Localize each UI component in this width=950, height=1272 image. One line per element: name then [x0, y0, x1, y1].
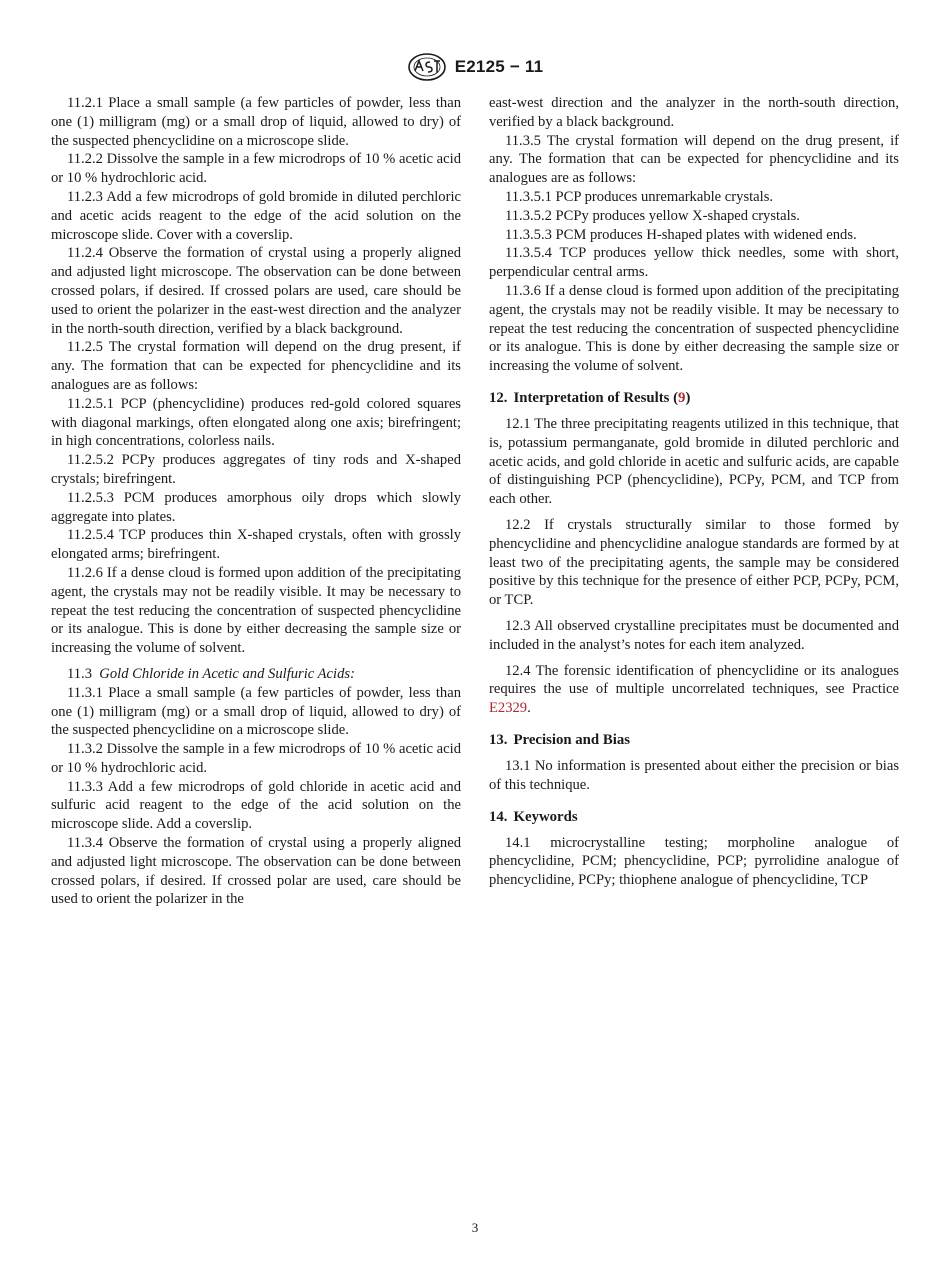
paragraph-11-2-3: 11.2.3 Add a few microdrops of gold bromide in diluted perchloric and acetic acids reagent to the edge of the acid solution on the microscope slide. Cover with a coverslip. [51, 188, 461, 243]
paragraph-11-2-2: 11.2.2 Dissolve the sample in a few microdrops of 10 % acetic acid or 10 % hydrochloric acid. [51, 151, 461, 187]
right-column [489, 94, 899, 890]
paragraph-11-2-5-1: 11.2.5.1 PCP (phencyclidine) produces red-gold colored squares with diagonal markings, often elongated along one axis; birefringent; in high concentrations, colorless nails. [51, 395, 461, 450]
paragraph-11-3-2: 11.3.2 Dissolve the sample in a few microdrops of 10 % acetic acid or 10 % hydrochloric acid. [51, 741, 461, 776]
paragraph-11-2-5-2: 11.2.5.2 PCPy produces aggregates of tiny rods and X-shaped crystals; birefringent. [51, 452, 461, 487]
paragraph-11-2-1: 11.2.1 Place a small sample (a few particles of powder, less than one (1) milligram (mg) or a small drop of liquid, allowed to dry) of the suspected phencyclidine on a microscope slide. [51, 95, 461, 149]
section-14-title: Keywords [513, 808, 578, 825]
paragraph-12-4 [489, 662, 899, 718]
paragraph-11-3-5: 11.3.5 The crystal formation will depend on the drug present, if any. The formation that can be expected for phencyclidine and its analogues are as follows: [489, 132, 899, 187]
page-header [0, 52, 950, 82]
paragraph-11-3-1: 11.3.1 Place a small sample (a few particles of powder, less than one (1) milligram (mg) or a small drop of liquid, allowed to dry) of the suspected phencyclidine on a microscope slide. [51, 684, 461, 739]
paragraph-11-2-4: 11.2.4 Observe the formation of crystal using a properly aligned and adjusted light microscope. The observation can be done between crossed polars, if desired. If crossed polars are used, care should be used to orient the polarizer in the east-west direction and the analyzer in the north-south direction, verified by a black background. [51, 245, 461, 337]
paragraph-11-3-4-start: 11.3.4 Observe the formation of crystal using a properly aligned and adjusted light microscope. The observation can be done between crossed polars, if desired. If crossed polar are used, care should be used to orient the polarizer in the [51, 835, 461, 908]
paragraph-11-3-5-3: 11.3.5.3 PCM produces H-shaped plates with widened ends. [505, 226, 857, 243]
paragraph-13-1: 13.1 No information is presented about either the precision or bias of this technique. [489, 757, 899, 793]
paragraph-11-3-4-end: east-west direction and the analyzer in the north-south direction, verified by a black background. [489, 95, 899, 130]
paragraph-11-2-5: 11.2.5 The crystal formation will depend on the drug present, if any. The formation that can be expected for phencyclidine and its analogues are as follows: [51, 339, 461, 393]
section-12-title: Interpretation of Results ( [513, 389, 679, 406]
paragraph-12-2: 12.2 If crystals structurally similar to those formed by phencyclidine and phencyclidine analogue standards are formed by at least two of the precipitating agents, the sample may be considered positive by this technique for the presence of either PCP, PCPy, PCM, or TCP. [489, 516, 899, 609]
paragraph-11-2-6: 11.2.6 If a dense cloud is formed upon addition of the precipitating agent, the crystals may not be readily visible. It may be necessary to repeat the test reducing the concentration of suspected phencyclidine or its analogue. This is done by either decreasing the sample size or increasing the volume of solvent. [51, 564, 461, 657]
paragraph-11-2-5-4: 11.2.5.4 TCP produces thin X-shaped crystals, often with grossly elongated arms; birefringent. [51, 527, 461, 563]
paragraph-11-3-5-1: 11.3.5.1 PCP produces unremarkable crystals. [505, 188, 774, 205]
section-12-heading [489, 389, 899, 408]
paragraph-12-4-text: 12.4 The forensic identification of phencyclidine or its analogues requires the use of multiple uncorrelated techniques, see Practice [489, 662, 899, 698]
paragraph-11-3 [51, 665, 461, 684]
reference-link-9[interactable]: 9 [678, 389, 686, 406]
paragraph-11-3-6: 11.3.6 If a dense cloud is formed upon addition of the precipitating agent, the crystals may not be readily visible. It may be necessary to repeat the test reducing the concentration of suspected phencyclidine or its analogue. This is done by either decreasing the sample size or increasing the volume of solvent. [489, 282, 899, 375]
practice-e2329-link[interactable]: E2329 [489, 700, 528, 717]
paragraph-11-3-5-4: 11.3.5.4 TCP produces yellow thick needles, some with short, perpendicular central arms. [489, 245, 899, 281]
paragraph-12-1: 12.1 The three precipitating reagents utilized in this technique, that is, potassium permanganate, gold bromide in diluted perchloric and acetic acids, and gold chloride in acetic and sulfuric acids, are capable of distinguishing PCP (phencyclidine), PCPy, PCM, and TCP from each other. [489, 415, 899, 508]
paragraph-12-3: 12.3 All observed crystalline precipitates must be documented and included in the analyst’s notes for each item analyzed. [489, 617, 899, 653]
section-13-heading [489, 731, 899, 750]
paragraph-14-1: 14.1 microcrystalline testing; morpholine analogue of phencyclidine, PCM; phencyclidine, PCP; pyrrolidine analogue of phencyclidine, PCPy; thiophene analogue of phencyclidine, TCP [489, 834, 899, 889]
section-12-title-end: ) [685, 389, 691, 406]
section-11-3-number: 11.3 [67, 665, 92, 682]
section-12-number: 12. [489, 389, 508, 406]
left-column [51, 94, 461, 909]
paragraph-11-2-5-3: 11.2.5.3 PCM produces amorphous oily drops which slowly aggregate into plates. [51, 489, 461, 525]
section-11-3-title: Gold Chloride in Acetic and Sulfuric Acids: [99, 665, 355, 682]
standard-designation: E2125 − 11 [454, 57, 544, 76]
paragraph-11-3-5-2: 11.3.5.2 PCPy produces yellow X-shaped crystals. [505, 207, 800, 224]
section-14-heading [489, 808, 899, 827]
paragraph-12-4-end: . [527, 700, 531, 717]
section-13-number: 13. [489, 731, 508, 748]
page-number: 3 [471, 1220, 479, 1235]
section-14-number: 14. [489, 808, 508, 825]
section-13-title: Precision and Bias [513, 731, 630, 748]
astm-logo-icon [407, 52, 447, 82]
paragraph-11-3-3: 11.3.3 Add a few microdrops of gold chloride in acetic acid and sulfuric acid reagent to the edge of the acid solution on the microscope slide. Add a coverslip. [51, 778, 461, 833]
